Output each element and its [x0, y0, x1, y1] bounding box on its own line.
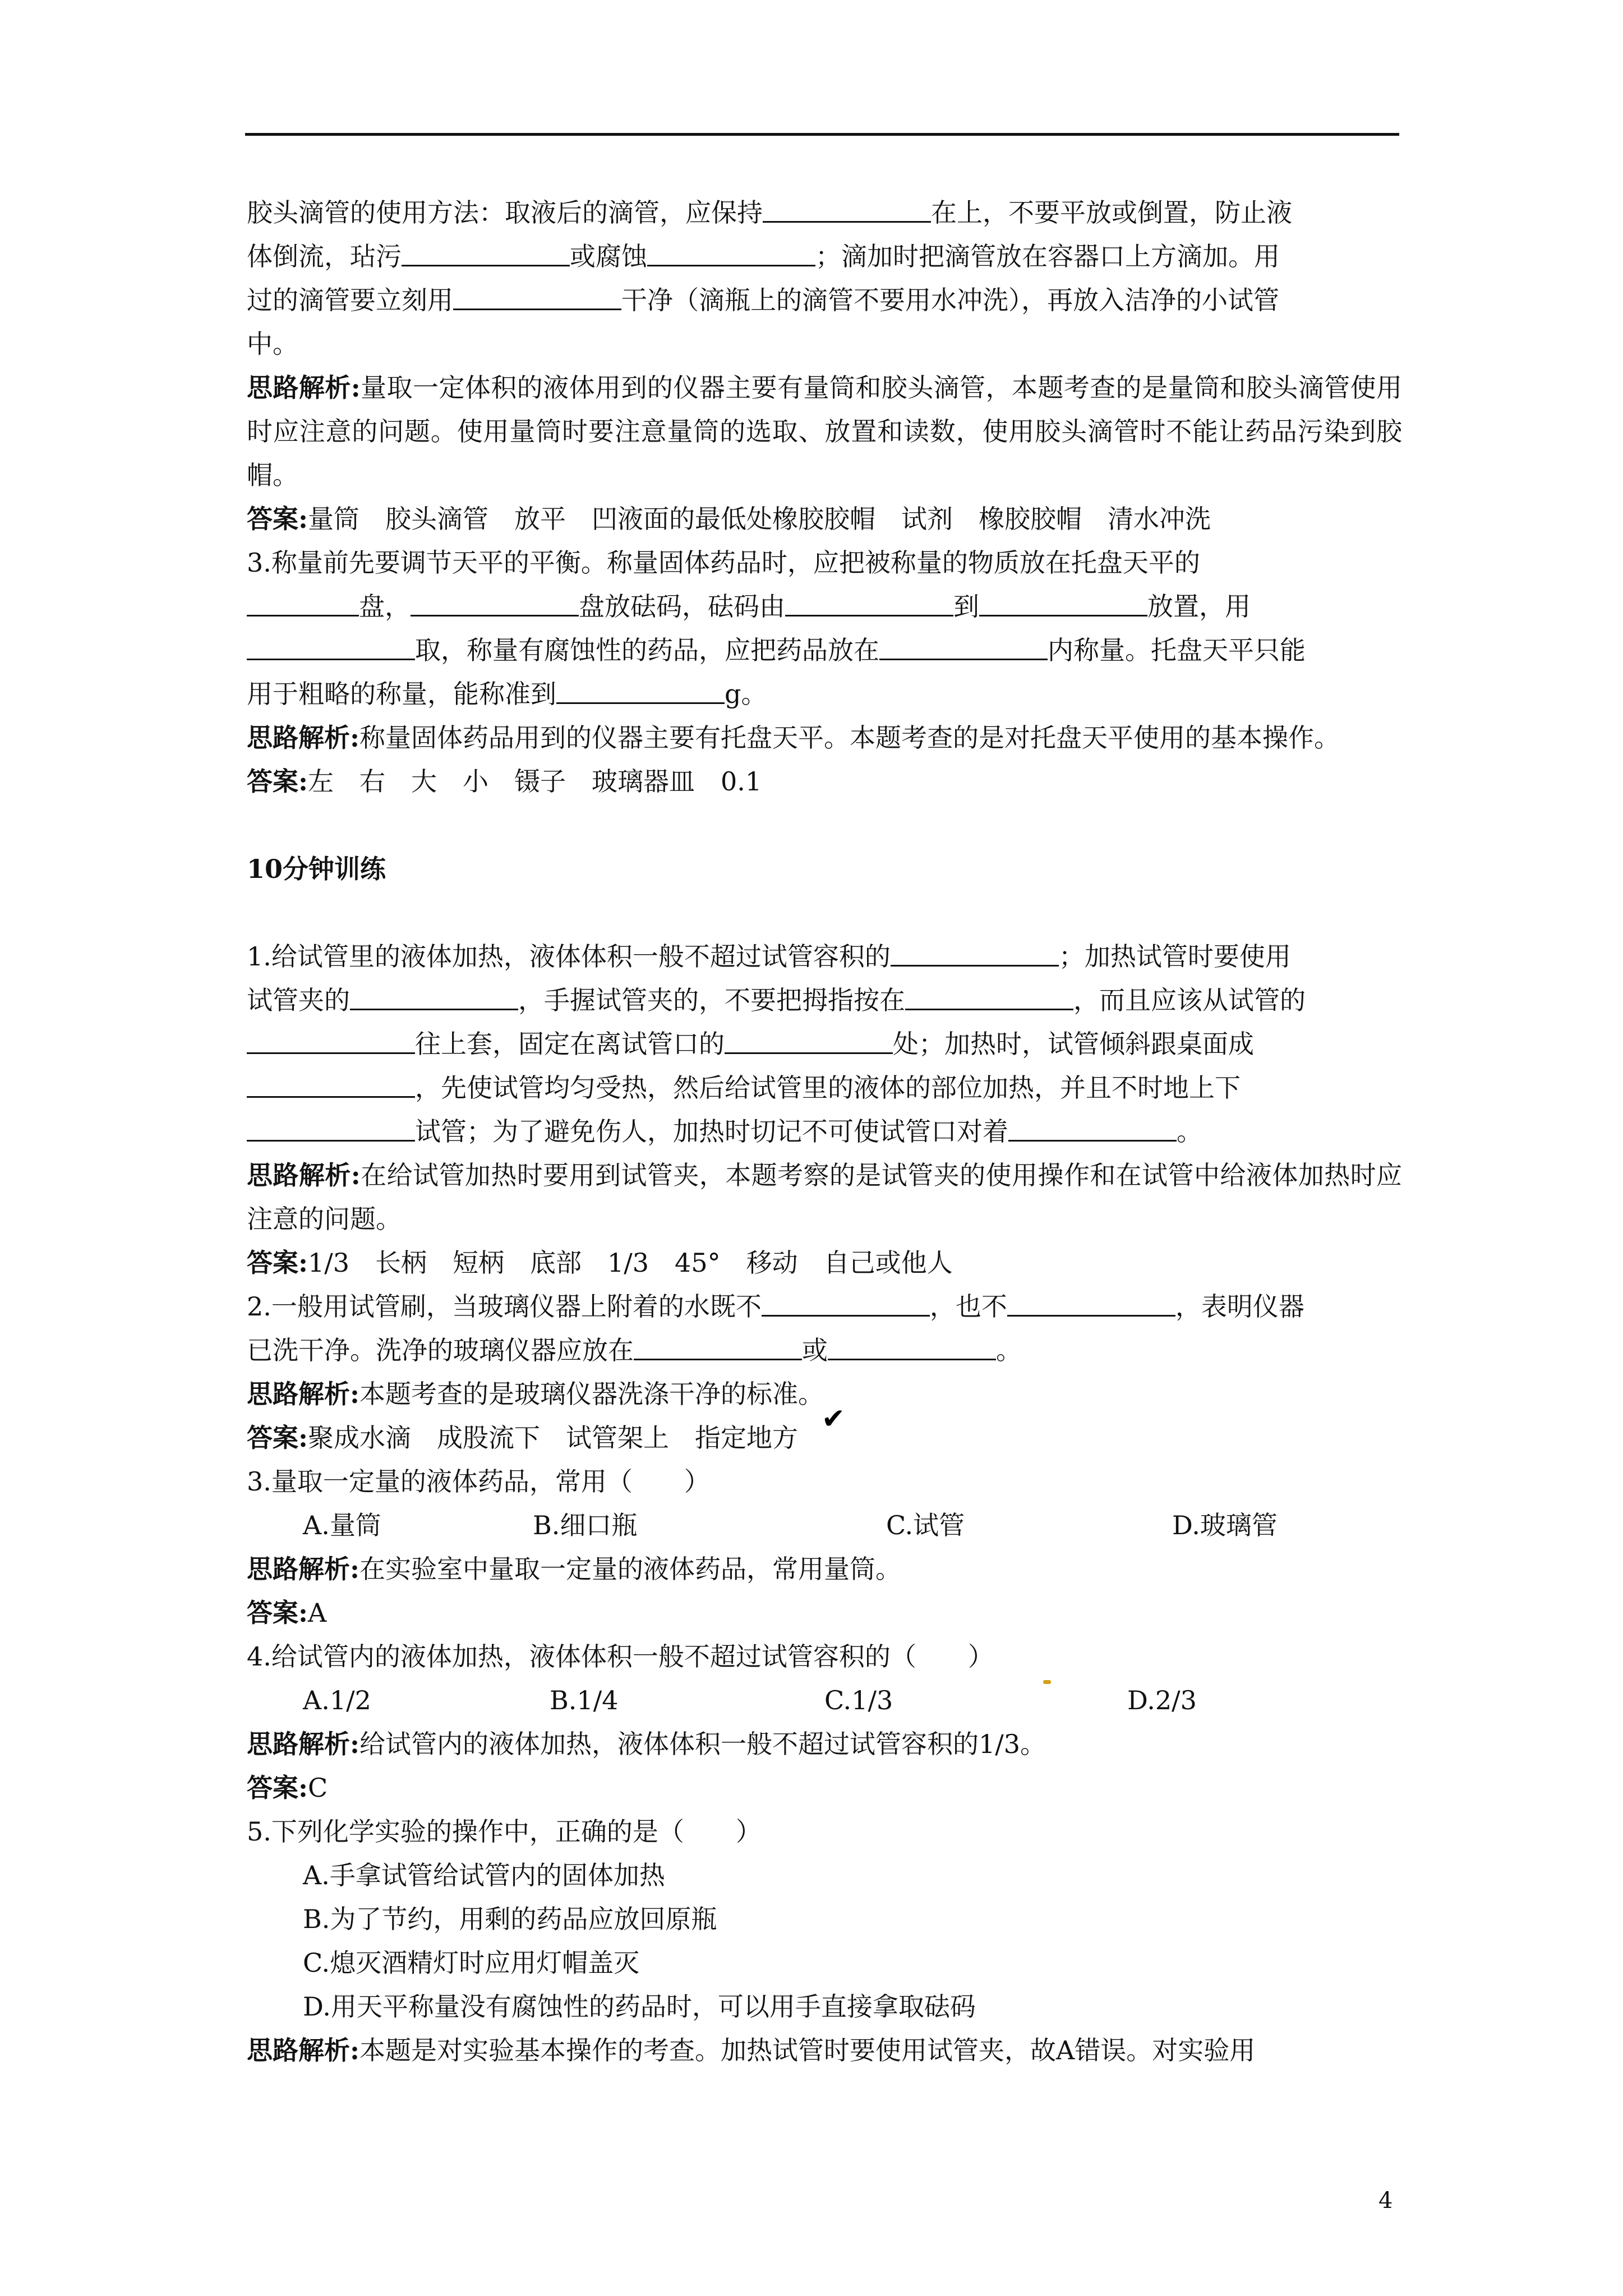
q3-stem: 3.量取一定量的液体药品，常用（ ） — [247, 1466, 710, 1497]
analysis-label: 思路解析: — [247, 1379, 359, 1409]
analysis — [247, 716, 1402, 760]
q4-stem: 4.给试管内的液体加热，液体体积一般不超过试管容积的（ ） — [247, 1641, 994, 1672]
option[interactable]: C.1/3 — [824, 1685, 893, 1715]
q5-stem: 5.下列化学实验的操作中，正确的是（ ） — [247, 1816, 762, 1847]
answer-label: 答案: — [247, 504, 308, 534]
answer-text: 量筒 胶头滴管 放平 凹液面的最低处橡胶胶帽 试剂 橡胶胶帽 清水冲洗 — [307, 504, 1211, 534]
analysis — [247, 1547, 1402, 1591]
page-content — [247, 191, 1402, 2072]
answer-blank[interactable] — [247, 1111, 415, 1142]
answer-blank[interactable] — [556, 673, 725, 704]
option[interactable]: B.1/4 — [550, 1685, 619, 1715]
answer-blank[interactable] — [402, 236, 570, 266]
q3-options — [247, 1503, 1402, 1547]
analysis-label: 思路解析: — [247, 1160, 361, 1190]
q1-line-5: 试管；为了避免伤人，加热时切记不可使试管口对着 。 — [247, 1110, 1402, 1153]
analysis-text: 量取一定体积的液体用到的仪器主要有量筒和胶头滴管，本题考查的是量筒和胶头滴管使用时应注意的问题。使用量筒时要注意量筒的选取、放置和读数，使用胶头滴管时不能让药品污染到胶帽。 — [247, 372, 1403, 490]
answer-blank[interactable] — [979, 586, 1147, 616]
analysis-label: 思路解析: — [247, 1729, 359, 1759]
answer-text: C — [307, 1773, 328, 1803]
option[interactable]: A.量筒 — [303, 1510, 381, 1540]
answer-blank[interactable] — [1008, 1111, 1177, 1142]
analysis-label: 思路解析: — [247, 372, 361, 403]
analysis-text: 给试管内的液体加热，液体体积一般不超过试管容积的1/3。 — [359, 1729, 1046, 1759]
answer-blank[interactable] — [634, 1329, 802, 1360]
answer-blank[interactable] — [247, 1023, 415, 1054]
answer-label: 答案: — [247, 1598, 308, 1628]
intro-line-3: 过的滴管要立刻用 干净（滴瓶上的滴管不要用水冲洗），再放入洁净的小试管 — [247, 278, 1402, 322]
answer-blank[interactable] — [905, 979, 1073, 1010]
analysis — [247, 1153, 1402, 1241]
header-rule — [245, 133, 1399, 136]
analysis-text: 本题是对实验基本操作的考查。加热试管时要使用试管夹，故A错误。对实验用 — [359, 2035, 1256, 2065]
analysis-text: 在实验室中量取一定量的液体药品，常用量筒。 — [359, 1554, 901, 1584]
answer-label: 答案: — [247, 1248, 308, 1278]
answer-text: A — [307, 1598, 327, 1628]
q2-line-1: 2.一般用试管刷，当玻璃仪器上附着的水既不 ，也不 ，表明仪器 — [247, 1285, 1402, 1328]
answer — [247, 1241, 1402, 1285]
analysis-text: 在给试管加热时要用到试管夹，本题考察的是试管夹的使用操作和在试管中给液体加热时应注意的问题。 — [247, 1160, 1403, 1234]
scale-question-line-3: 取，称量有腐蚀性的药品，应把药品放在 内称量。托盘天平只能 — [247, 628, 1402, 672]
answer-blank[interactable] — [763, 192, 931, 223]
q4-options — [247, 1678, 1402, 1722]
answer-blank[interactable] — [350, 979, 518, 1010]
answer-blank[interactable] — [725, 1023, 893, 1054]
answer — [247, 1591, 1402, 1635]
scale-question-line-1: 3.称量前先要调节天平的平衡。称量固体药品时，应把被称量的物质放在托盘天平的 — [247, 547, 1200, 578]
answer-blank[interactable] — [762, 1286, 930, 1317]
answer-label: 答案: — [247, 766, 308, 797]
ink-speck — [1043, 1680, 1051, 1684]
answer-blank[interactable] — [247, 1067, 415, 1098]
answer-blank[interactable] — [247, 586, 359, 616]
answer-blank[interactable] — [1007, 1286, 1175, 1317]
answer-blank[interactable] — [247, 629, 415, 660]
answer-blank[interactable] — [879, 629, 1048, 660]
q1-line-1: 1.给试管里的液体加热，液体体积一般不超过试管容积的 ；加热试管时要使用 — [247, 935, 1402, 978]
answer-blank[interactable] — [785, 586, 953, 616]
answer-blank[interactable] — [828, 1329, 996, 1360]
option[interactable]: B.细口瓶 — [533, 1510, 638, 1540]
intro-line-4: 中。 — [247, 329, 298, 359]
scale-question-line-2: 盘， 盘放砝码，砝码由 到 放置，用 — [247, 585, 1402, 628]
page-number: 4 — [1378, 2188, 1393, 2214]
spacer — [247, 803, 1402, 847]
q2-line-2: 已洗干净。洗净的玻璃仪器应放在 或 。 — [247, 1328, 1402, 1372]
option[interactable]: D.玻璃管 — [1172, 1510, 1278, 1540]
section-title: 10分钟训练 — [247, 854, 386, 884]
q1-line-4: ，先使试管均匀受热，然后给试管里的液体的部位加热，并且不时地上下 — [247, 1066, 1402, 1110]
analysis-label: 思路解析: — [247, 1554, 359, 1584]
option[interactable]: A.手拿试管给试管内的固体加热 — [303, 1860, 665, 1890]
answer-blank[interactable] — [647, 236, 815, 266]
answer-blank[interactable] — [891, 936, 1059, 967]
answer — [247, 1766, 1402, 1810]
check-mark-icon: ✔ — [822, 1402, 845, 1435]
option[interactable]: A.1/2 — [303, 1685, 371, 1715]
q1-line-3: 往上套，固定在离试管口的 处；加热时，试管倾斜跟桌面成 — [247, 1022, 1402, 1066]
option[interactable]: C.试管 — [886, 1510, 965, 1540]
answer-text: 左 右 大 小 镊子 玻璃器皿 0.1 — [307, 766, 762, 797]
option[interactable]: C.熄灭酒精灯时应用灯帽盖灭 — [303, 1948, 640, 1978]
analysis — [247, 2028, 1402, 2072]
answer-text: 1/3 长柄 短柄 底部 1/3 45° 移动 自己或他人 — [307, 1248, 953, 1278]
analysis-text: 称量固体药品用到的仪器主要有托盘天平。本题考查的是对托盘天平使用的基本操作。 — [359, 723, 1340, 753]
answer-blank[interactable] — [411, 586, 579, 616]
option[interactable]: D.用天平称量没有腐蚀性的药品时，可以用手直接拿取砝码 — [303, 1991, 976, 2022]
answer-label: 答案: — [247, 1423, 308, 1453]
scale-question-line-4: 用于粗略的称量，能称准到 g。 — [247, 672, 1402, 716]
answer-label: 答案: — [247, 1773, 308, 1803]
analysis-label: 思路解析: — [247, 2035, 359, 2065]
analysis — [247, 366, 1402, 497]
intro-line-1: 胶头滴管的使用方法：取液后的滴管，应保持 在上，不要平放或倒置，防止液 — [247, 191, 1402, 234]
option[interactable]: D.2/3 — [1127, 1685, 1197, 1715]
answer-blank[interactable] — [453, 279, 621, 310]
intro-line-2: 体倒流，玷污 或腐蚀 ；滴加时把滴管放在容器口上方滴加。用 — [247, 234, 1402, 278]
answer — [247, 497, 1402, 541]
analysis-label: 思路解析: — [247, 723, 359, 753]
answer — [247, 760, 1402, 803]
q1-line-2: 试管夹的 ，手握试管夹的，不要把拇指按在 ，而且应该从试管的 — [247, 978, 1402, 1022]
analysis-text: 本题考查的是玻璃仪器洗涤干净的标准。 — [359, 1379, 824, 1409]
analysis — [247, 1722, 1402, 1766]
answer-text: 聚成水滴 成股流下 试管架上 指定地方 — [307, 1423, 798, 1453]
spacer — [247, 891, 1402, 935]
option[interactable]: B.为了节约，用剩的药品应放回原瓶 — [303, 1904, 717, 1934]
